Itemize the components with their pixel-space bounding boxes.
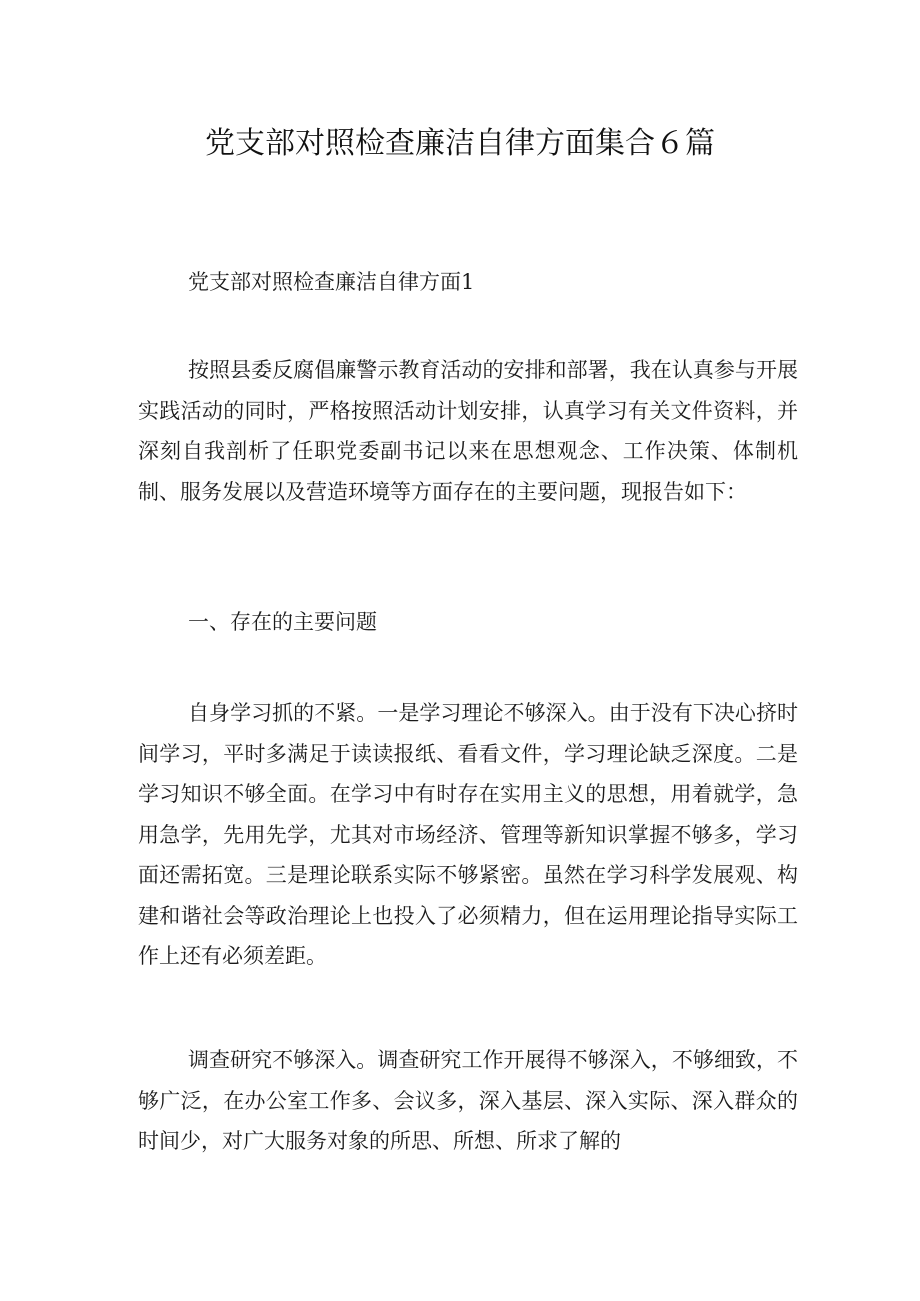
section-heading: 一、存在的主要问题: [188, 610, 377, 634]
document-title: 党支部对照检查廉洁自律方面集合６篇: [205, 126, 715, 161]
paragraph-research: 调查研究不够深入。调查研究工作开展得不够深入，不够细致，不够广泛，在办公室工作多、会议多，深入基层、深入实际、深入群众的时间少，对广大服务对象的所思、所想、所求了解的: [138, 1048, 798, 1153]
paragraph-study: 自身学习抓的不紧。一是学习理论不够深入。由于没有下决心挤时间学习，平时多满足于读读报纸、看看文件，学习理论缺乏深度。二是学习知识不够全面。在学习中有时存在实用主义的思想，用着就学，急用急学，先用先学，尤其对市场经济、管理等新知识掌握不够多，学习面还需拓宽。三是理论联系实际不够紧密。虽然在学习科学发展观、构建和谐社会等政治理论上也投入了必须精力，但在运用理论指导实际工作上还有必须差距。: [138, 701, 798, 968]
paragraph-intro: 按照县委反腐倡廉警示教育活动的安排和部署，我在认真参与开展实践活动的同时，严格按照活动计划安排，认真学习有关文件资料，并深刻自我剖析了任职党委副书记以来在思想观念、工作决策、体制机制、服务发展以及营造环境等方面存在的主要问题，现报告如下：: [138, 358, 798, 504]
section-title: 党支部对照检查廉洁自律方面1: [188, 270, 475, 294]
